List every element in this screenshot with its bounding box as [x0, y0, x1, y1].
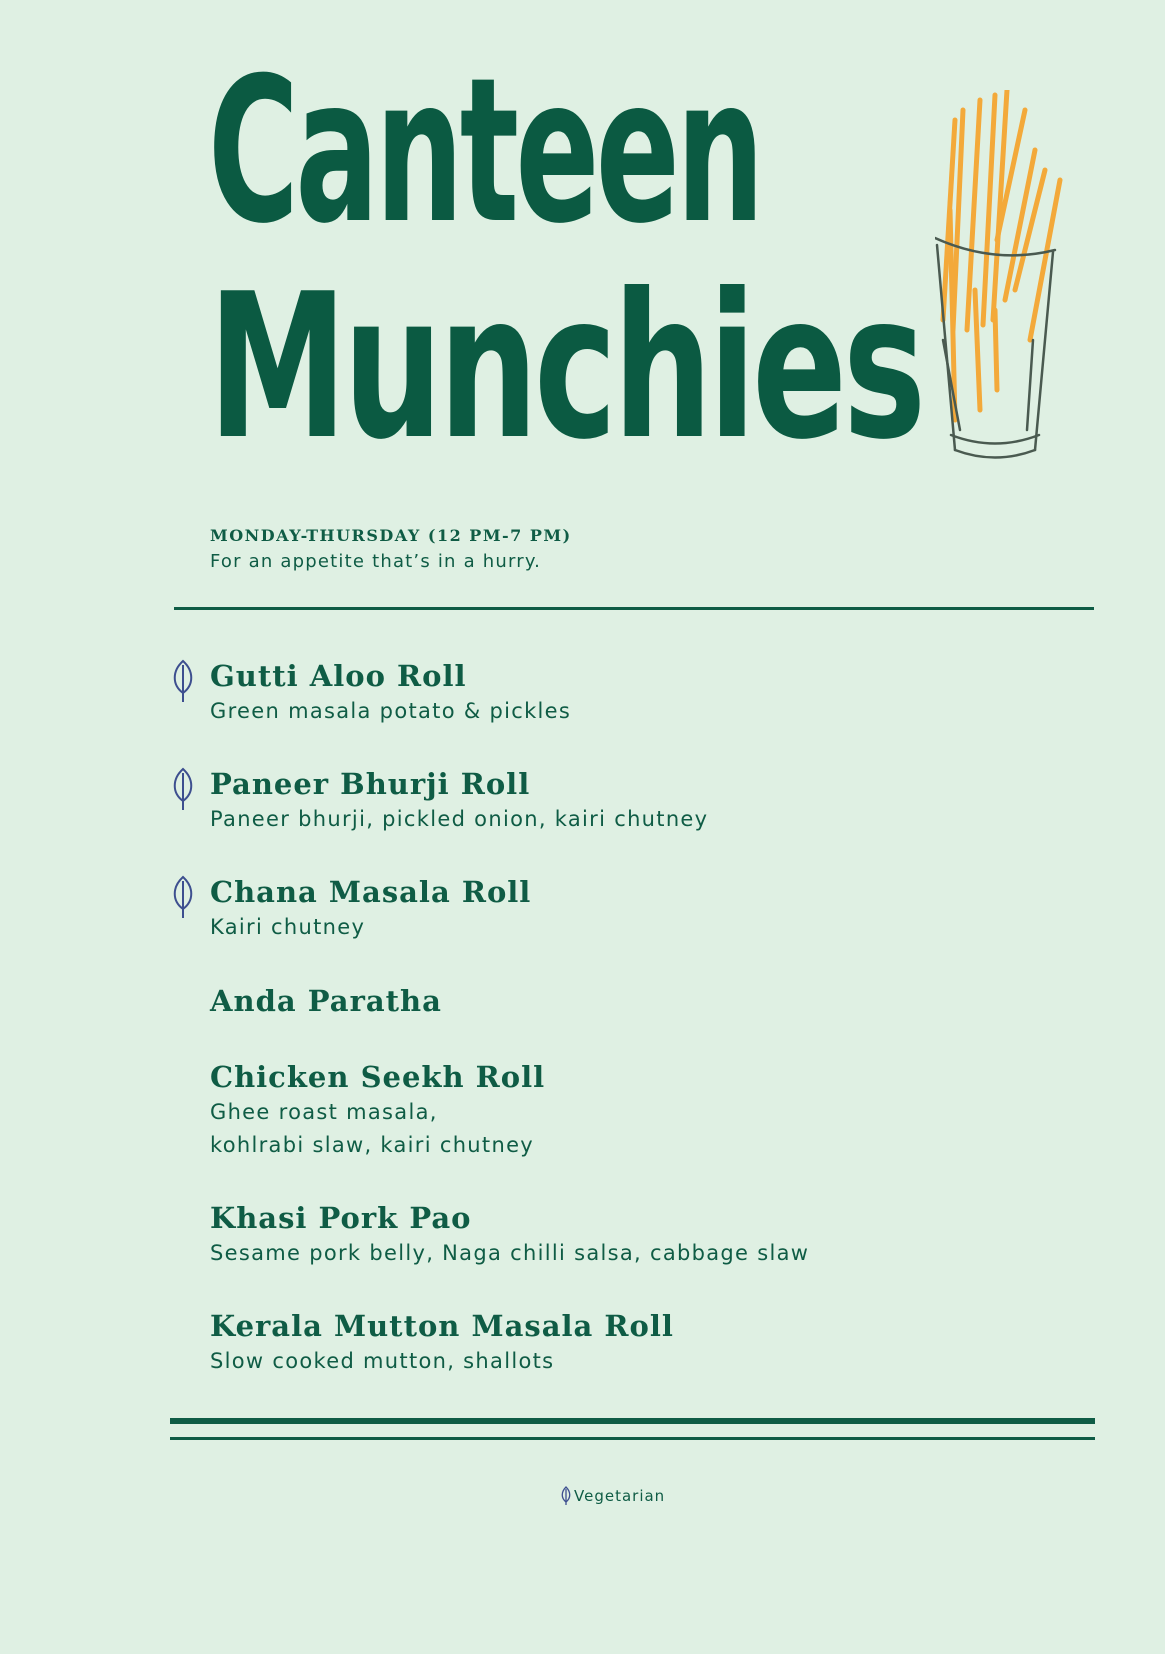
menu-item	[210, 657, 1110, 728]
leaf-icon	[170, 875, 196, 919]
leaf-icon	[560, 1486, 572, 1506]
menu-item-name: Kerala Mutton Masala Roll	[210, 1309, 674, 1343]
menu-item-name: Gutti Aloo Roll	[210, 659, 467, 693]
menu-item-description: Kairi chutney	[210, 915, 366, 939]
schedule-text: MONDAY-THURSDAY (12 PM-7 PM)	[210, 526, 572, 545]
menu-item	[210, 1058, 1110, 1162]
menu-item-description: Green masala potato & pickles	[210, 699, 572, 723]
menu-item-name: Chana Masala Roll	[210, 875, 532, 909]
menu-item	[210, 1307, 1110, 1378]
menu-item-name: Khasi Pork Pao	[210, 1201, 472, 1235]
menu-item-name: Chicken Seekh Roll	[210, 1060, 546, 1094]
title-line-1: Canteen	[208, 35, 761, 268]
menu-item-description: Sesame pork belly, Naga chilli salsa, cabbage slaw	[210, 1241, 810, 1265]
menu-item	[210, 982, 1110, 1020]
menu-item-description: Slow cooked mutton, shallots	[210, 1349, 555, 1373]
title-line-2: Munchies	[208, 251, 922, 484]
legend	[560, 1486, 665, 1506]
menu-item-description: Paneer bhurji, pickled onion, kairi chutney	[210, 807, 709, 831]
tea-glass-icon	[935, 90, 1095, 490]
menu-item	[210, 873, 1110, 944]
menu-item-name: Anda Paratha	[210, 984, 442, 1018]
menu-item	[210, 765, 1110, 836]
menu-item	[210, 1199, 1110, 1270]
menu-item-name: Paneer Bhurji Roll	[210, 767, 531, 801]
legend-label: Vegetarian	[574, 1487, 666, 1505]
tagline-text: For an appetite that’s in a hurry.	[210, 551, 542, 572]
leaf-icon	[170, 659, 196, 703]
leaf-icon	[170, 767, 196, 811]
divider-bottom-thick	[170, 1418, 1095, 1424]
menu-item-description: Ghee roast masala, kohlrabi slaw, kairi chutney	[210, 1100, 535, 1157]
divider-bottom-thin	[170, 1437, 1095, 1440]
divider-top	[174, 607, 1094, 610]
